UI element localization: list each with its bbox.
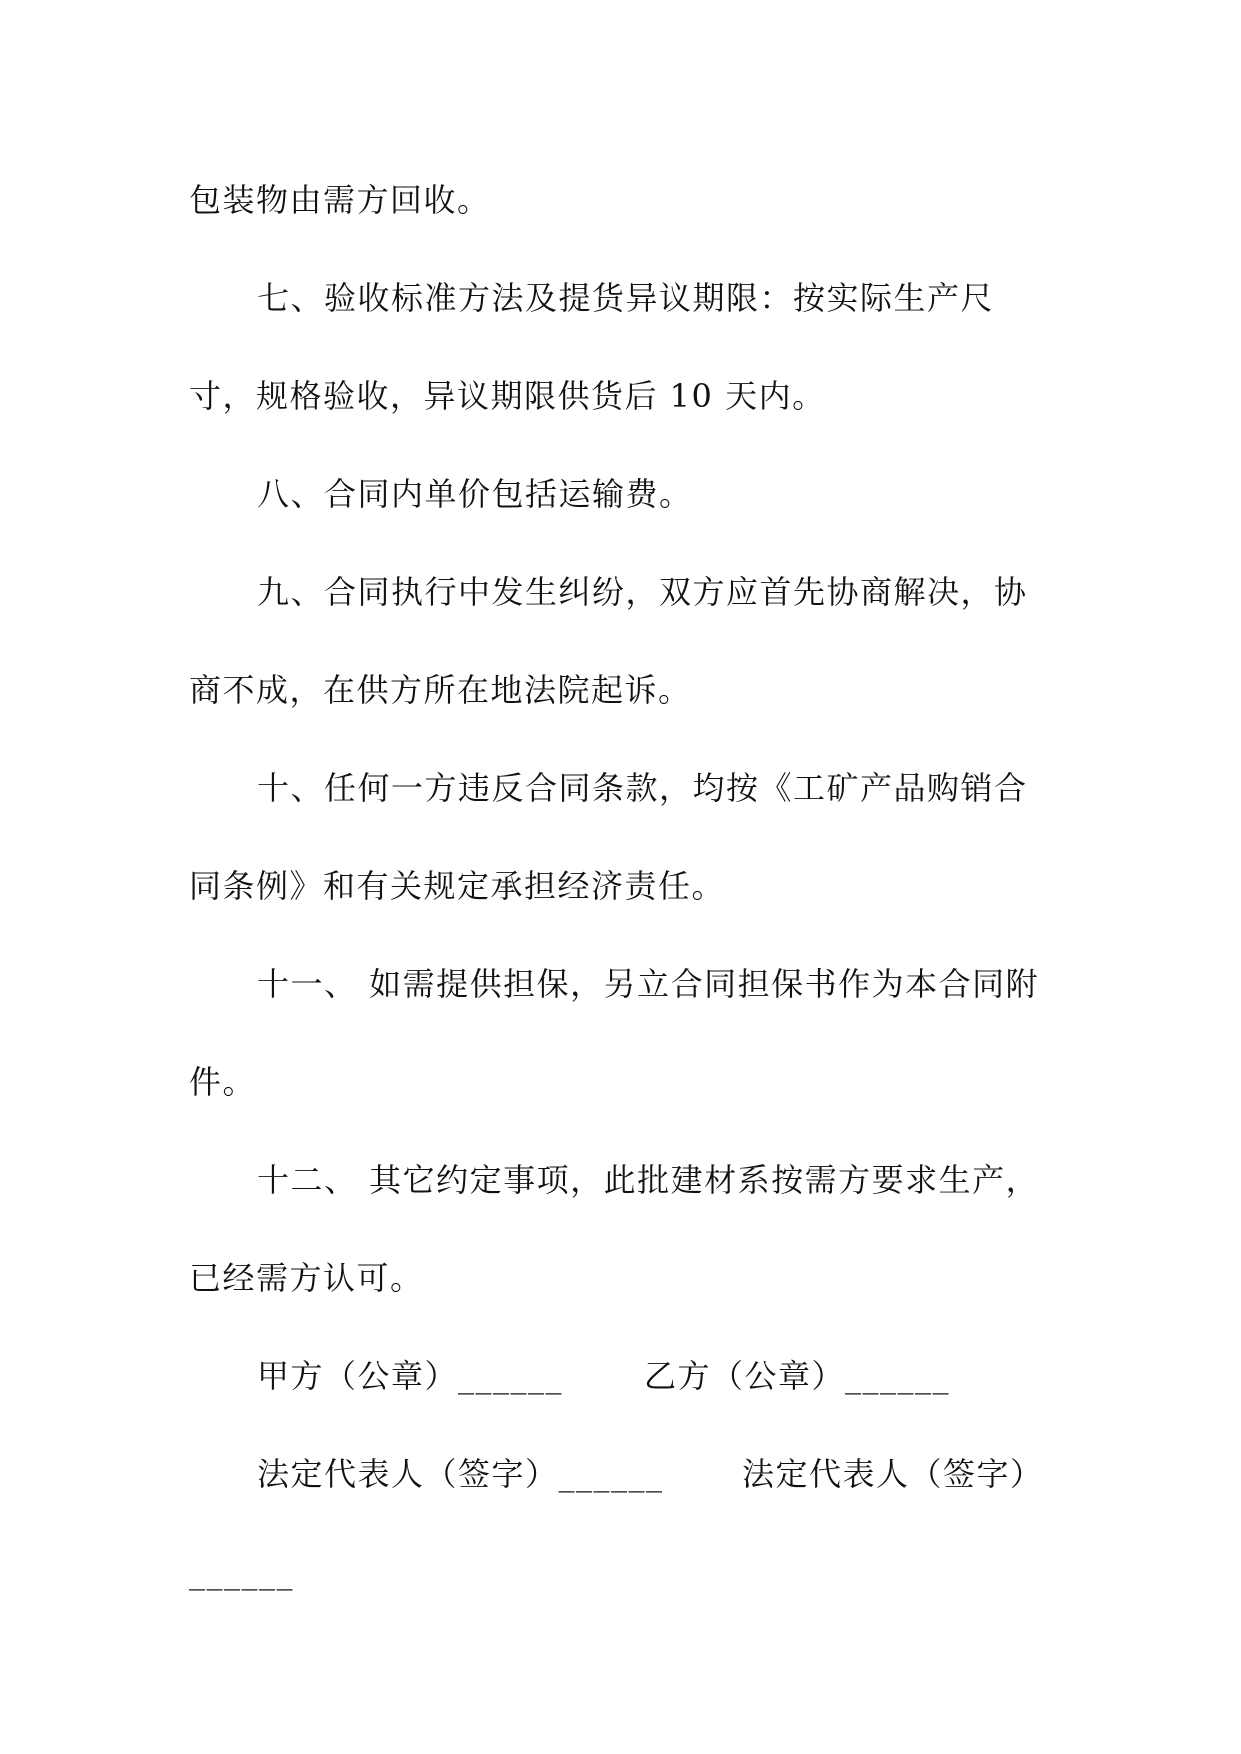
party-a-seal-field: 甲方（公章）______ xyxy=(257,1357,564,1395)
paragraph-line: 件。 xyxy=(189,1063,257,1101)
paragraph-line: 十二、 其它约定事项，此批建材系按需方要求生产， xyxy=(257,1161,1040,1199)
paragraph-line: 十、任何一方违反合同条款，均按《工矿产品购销合 xyxy=(257,769,1028,807)
paragraph-line: 同条例》和有关规定承担经济责任。 xyxy=(189,867,726,905)
paragraph-line: 寸，规格验收，异议期限供货后 10 天内。 xyxy=(189,377,826,415)
party-b-seal-field: 乙方（公章）______ xyxy=(644,1357,951,1395)
paragraph-line: 八、合同内单价包括运输费。 xyxy=(257,475,693,513)
paragraph-line: 已经需方认可。 xyxy=(189,1259,424,1297)
party-a-representative-field: 法定代表人（签字）______ xyxy=(257,1455,664,1493)
paragraph-line: 商不成，在供方所在地法院起诉。 xyxy=(189,671,692,709)
paragraph-line: 七、验收标准方法及提货异议期限：按实际生产尺 xyxy=(257,279,995,317)
paragraph-line: 九、合同执行中发生纠纷，双方应首先协商解决，协 xyxy=(257,573,1028,611)
paragraph-line: 包装物由需方回收。 xyxy=(189,181,491,219)
paragraph-line: 十一、 如需提供担保，另立合同担保书作为本合同附 xyxy=(257,965,1040,1003)
party-b-representative-field: 法定代表人（签字） xyxy=(742,1455,1044,1493)
party-b-representative-line: ______ xyxy=(189,1553,294,1591)
